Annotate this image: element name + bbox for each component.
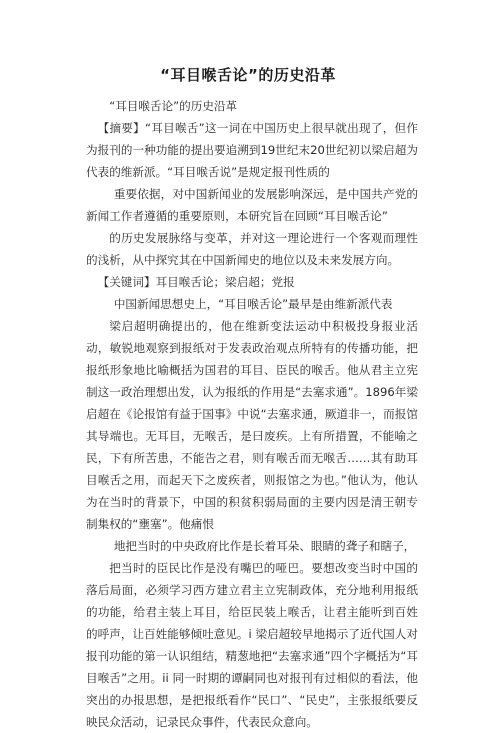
paragraph-abstract-end: 的历史发展脉络与变革，并对这一理论进行一个客观而理性的浅析，从中探究其在中国新闻史的地位以及未来发展方向。	[86, 231, 418, 267]
paragraph-subtitle: “耳目喉舌论”的历史沿革	[109, 99, 238, 113]
paragraph-body-2: 地把当时的中央政府比作是长着耳朵、眼睛的聋子和瞎子，	[113, 539, 416, 553]
paragraph-intro: 中国新闻思想史上，“耳目喉舌论”最早是由维新派代表	[113, 297, 393, 311]
document-body	[86, 95, 418, 733]
paragraph-keywords: 【关键词】耳目喉舌论；梁启超；党报	[97, 275, 295, 289]
paragraph-abstract: 【摘要】“耳目喉舌”这一词在中国历史上很早就出现了，但作为报刊的一种功能的提出要追溯到19世纪末20世纪初以梁启超为代表的维新派。“耳目喉舌说”是规定报刊性质的	[86, 121, 418, 179]
paragraph-body-1: 梁启超明确提出的，他在维新变法运动中积极投身报业活动，敏锐地观察到报纸对于发表政治观点所特有的传播功能，把报纸形象地比喻概括为国君的耳目、臣民的喉舌。他从君主立宪制这一政治理想出发，认为报纸的作用是“去塞求通”。1896年梁启超在《论报馆有益于国事》中说“去塞求通，厥道非一，而报馆其导端也。无耳目，无喉舌，是曰废疾。上有所措置，不能喻之民，下有所苦患，不能告之君，则有喉舌而无喉舌……其有助耳目喉舌之用，而起天下之废疾者，则报馆之为也。”他认为，他认为在当时的背景下，中国的积贫积弱局面的主要内因是清王朝专制集权的“壅塞”。他痛恨	[86, 319, 418, 531]
paragraph-abstract-cont: 重要依据，对中国新闻业的发展影响深远，是中国共产党的新闻工作者遵循的重要原则，本研究旨在回顾“耳目喉舌论”	[86, 187, 418, 223]
document-title: “耳目喉舌论”的历史沿革	[160, 66, 336, 84]
paragraph-body-3: 把当时的臣民比作是没有嘴巴的哑巴。要想改变当时中国的落后局面，必须学习西方建立君主立宪制政体，充分地利用报纸的功能，给君主装上耳目，给臣民装上喉舌，让君主能听到百姓的呼声，让百姓能够倾吐意见。i 梁启超较早地揭示了近代国人对报刊功能的第一认识组结，精葱地把“去塞求通”四个字概括为“耳目喉舌”之用。ii 同一时期的谭嗣同也对报刊有过相似的看法，他突出的办报思想，是把报纸看作“民口”、“民史”，主张报纸要反映民众活动，记录民众事件，代表民众意向。	[86, 561, 418, 729]
